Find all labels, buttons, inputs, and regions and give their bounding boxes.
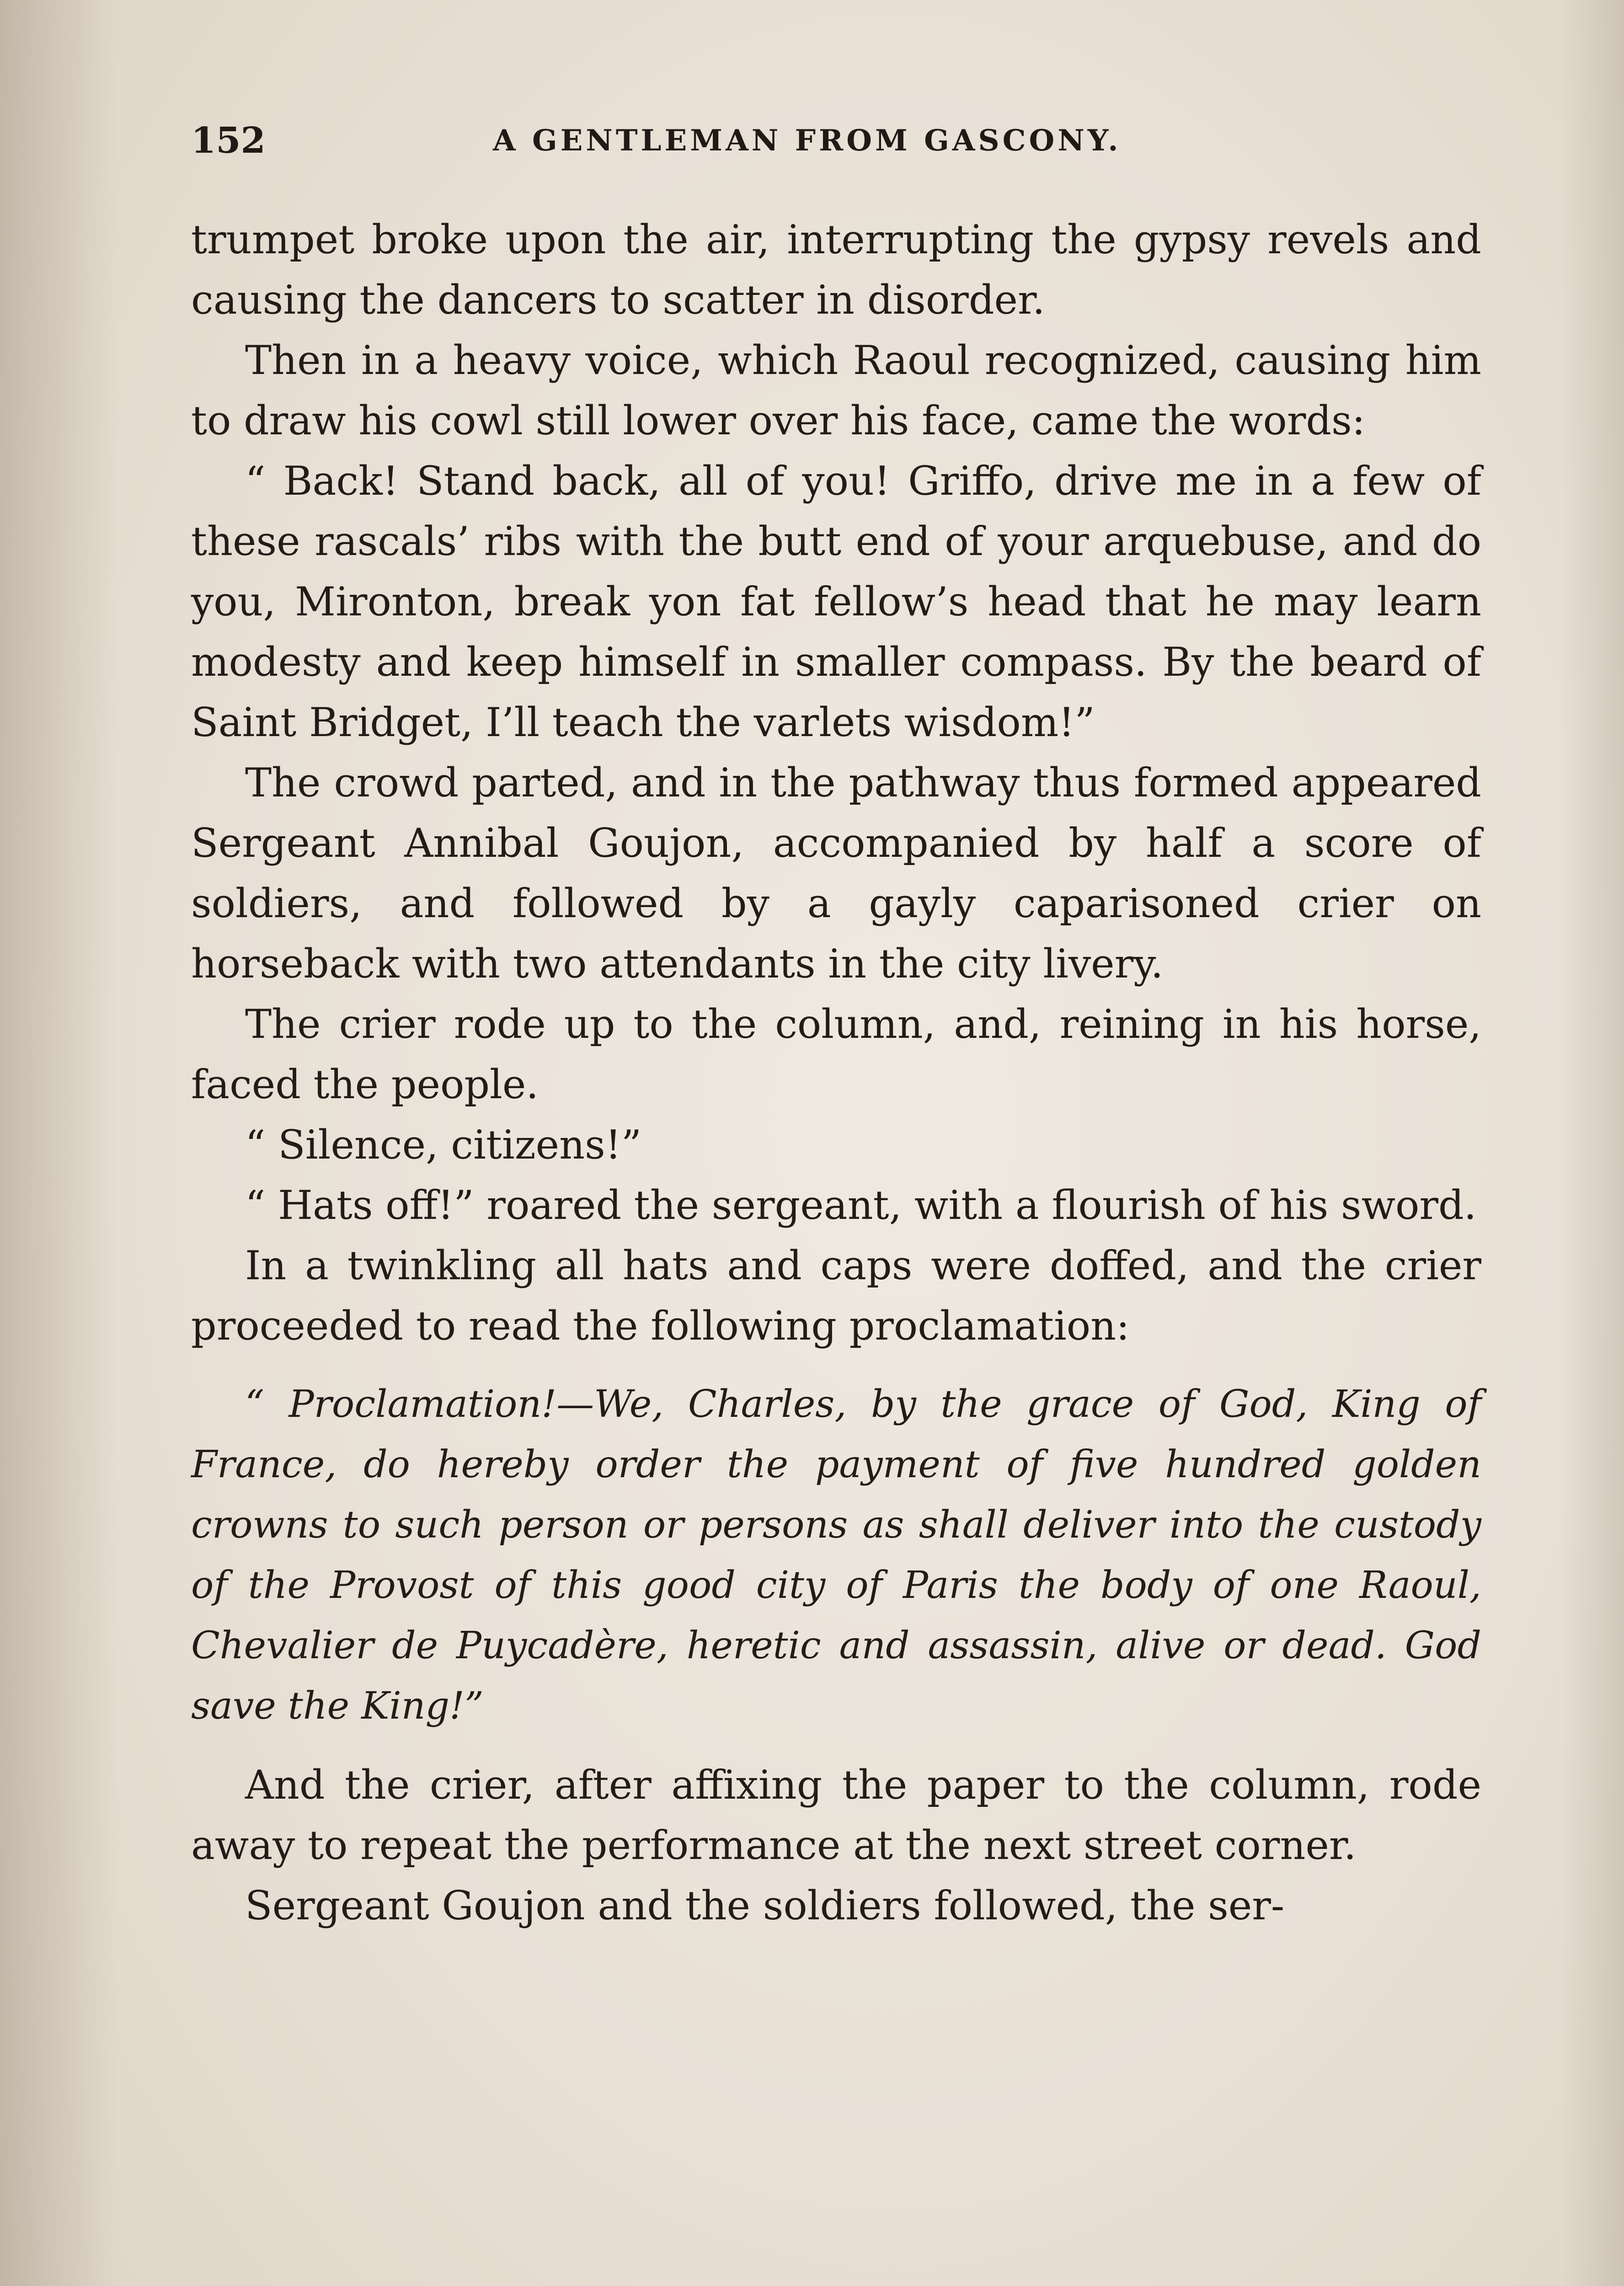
paragraph: Sergeant Goujon and the soldiers followed, the ser- <box>245 1882 1285 1929</box>
paragraph: “ Silence, citizens!” <box>245 1122 642 1168</box>
paragraph: The crowd parted, and in the pathway thus formed appeared Sergeant Annibal Goujon, accompanied by half a score of soldiers, and followed by a gayly caparisoned crier on horseback with two attendants in the city livery. <box>191 759 1481 987</box>
paragraph: “ Back! Stand back, all of you! Griffo, drive me in a few of these rascals’ ribs with the butt end of your arquebuse, and do you, Mironton, break yon fat fellow’s head that he may learn modesty and keep himself in smaller compass. By the beard of Saint Bridget, I’ll teach the varlets wisdom!” <box>191 458 1481 746</box>
paragraph: Then in a heavy voice, which Raoul recognized, causing him to draw his cowl still lower over his face, came the words: <box>191 337 1481 444</box>
body-text <box>191 209 1481 1936</box>
page-number: 152 <box>191 120 266 161</box>
proclamation-quote: “ Proclamation!—We, Charles, by the grace of God, King of France, do hereby order the payment of five hundred golden crowns to such person or persons as shall deliver into the custody of the Provost of this good city of Paris the body of one Raoul, Chevalier de Puycadère, heretic and assassin, alive or dead. God save the King!” <box>191 1383 1481 1728</box>
paragraph: And the crier, after affixing the paper to the column, rode away to repeat the performance at the next street corner. <box>191 1762 1481 1869</box>
running-title: A GENTLEMAN FROM GASCONY. <box>493 123 1122 158</box>
paragraph: “ Hats off!” roared the sergeant, with a flourish of his sword. <box>245 1182 1477 1228</box>
paragraph: trumpet broke upon the air, interrupting the gypsy revels and causing the dancers to scatter in disorder. <box>191 216 1481 323</box>
paragraph: In a twinkling all hats and caps were doffed, and the crier proceeded to read the following proclamation: <box>191 1242 1481 1349</box>
running-header <box>191 120 1480 170</box>
edge-shadow <box>1560 0 1624 2286</box>
spine-shadow <box>0 0 119 2286</box>
paragraph: The crier rode up to the column, and, reining in his horse, faced the people. <box>191 1001 1481 1108</box>
